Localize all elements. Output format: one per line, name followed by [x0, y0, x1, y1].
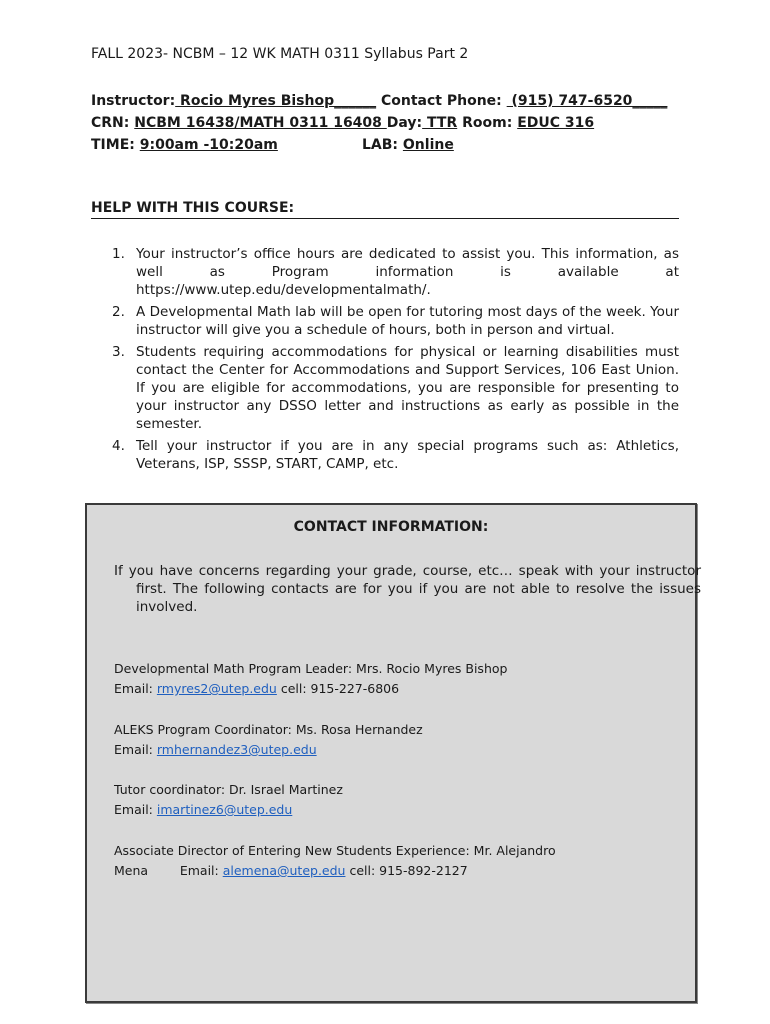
- leader-line: Developmental Math Program Leader: Mrs. Rocio Myres Bishop: [114, 661, 508, 676]
- list-item: [91, 437, 679, 473]
- instructor-line: [91, 93, 667, 109]
- contact-title: CONTACT INFORMATION:: [293, 519, 489, 535]
- list-item: [91, 245, 679, 299]
- email-label: Email:: [114, 802, 157, 817]
- list-text: Tell your instructor if you are in any special programs such as: Athletics, Veterans, ISP, SSSP, START, CAMP, etc.: [136, 438, 679, 472]
- director-email-link[interactable]: alemena@utep.edu: [222, 863, 346, 878]
- contact-intro: If you have concerns regarding your grade, course, etc… speak with your instructor first. The following contacts are for you if you are not able to resolve the issues involved.: [114, 563, 701, 615]
- lab-value: Online: [402, 137, 454, 153]
- instructor-label: Instructor:: [91, 93, 176, 109]
- aleks-email-line: [114, 740, 674, 760]
- room-value: EDUC 316: [517, 115, 595, 131]
- contact-entry-tutor: [114, 780, 674, 820]
- contact-entry-director: [114, 841, 674, 881]
- help-list: [91, 245, 679, 477]
- room-label: Room:: [457, 115, 513, 131]
- list-number: 3.: [112, 344, 125, 360]
- list-number: 4.: [112, 438, 125, 454]
- help-heading: HELP WITH THIS COURSE:: [91, 200, 679, 219]
- email-label: Email:: [114, 681, 157, 696]
- aleks-line: ALEKS Program Coordinator: Ms. Rosa Hernandez: [114, 722, 423, 737]
- tutor-line: Tutor coordinator: Dr. Israel Martinez: [114, 782, 343, 797]
- director-cell: cell: 915-892-2127: [345, 863, 468, 878]
- time-label: TIME:: [91, 137, 135, 153]
- email-label: Email:: [114, 742, 157, 757]
- tutor-email-line: [114, 800, 674, 820]
- contact-entry-aleks: [114, 720, 674, 760]
- time-line: [91, 137, 278, 153]
- time-value: 9:00am -10:20am: [139, 137, 278, 153]
- list-number: 1.: [112, 246, 125, 262]
- list-text: Students requiring accommodations for physical or learning disabilities must contact the Center for Accommodations and Support Services, 106 East Union. If you are eligible for accommodations, you are responsible for presenting to your instructor any DSSO letter and instructions as early as possible in the semester.: [136, 344, 679, 432]
- list-text: A Developmental Math lab will be open for tutoring most days of the week. Your instructor will give you a schedule of hours, both in person and virtual.: [136, 304, 679, 338]
- instructor-value: Rocio Myres Bishop______: [175, 93, 377, 109]
- crn-value: NCBM 16438/MATH 0311 16408: [134, 115, 387, 131]
- director-email-line: [114, 861, 674, 881]
- lab-line: [362, 137, 454, 153]
- leader-cell: cell: 915-227-6806: [276, 681, 400, 696]
- leader-email-line: [114, 679, 674, 699]
- list-text: Your instructor’s office hours are dedicated to assist you. This information, as well as Program information is available at https://www.utep.edu/developmentalmath/.: [136, 246, 679, 298]
- lab-label: LAB:: [362, 137, 399, 153]
- aleks-email-link[interactable]: rmhernandez3@utep.edu: [156, 742, 317, 757]
- contact-entry-leader: [114, 659, 674, 699]
- director-line: Associate Director of Entering New Students Experience: Mr. Alejandro: [114, 843, 556, 858]
- leader-email-link[interactable]: rmyres2@utep.edu: [156, 681, 277, 696]
- crn-label: CRN:: [91, 115, 130, 131]
- list-item: [91, 303, 679, 339]
- list-item: [91, 343, 679, 433]
- page-title: FALL 2023- NCBM – 12 WK MATH 0311 Syllabus Part 2: [91, 46, 469, 62]
- director-line2: Mena Email:: [114, 863, 223, 878]
- list-number: 2.: [112, 304, 125, 320]
- phone-value: (915) 747-6520_____: [506, 93, 668, 109]
- crn-line: [91, 115, 594, 131]
- contact-box: [85, 503, 701, 1003]
- tutor-email-link[interactable]: imartinez6@utep.edu: [156, 802, 293, 817]
- day-value: TTR: [422, 115, 458, 131]
- day-label: Day:: [386, 115, 423, 131]
- phone-label: Contact Phone:: [376, 93, 502, 109]
